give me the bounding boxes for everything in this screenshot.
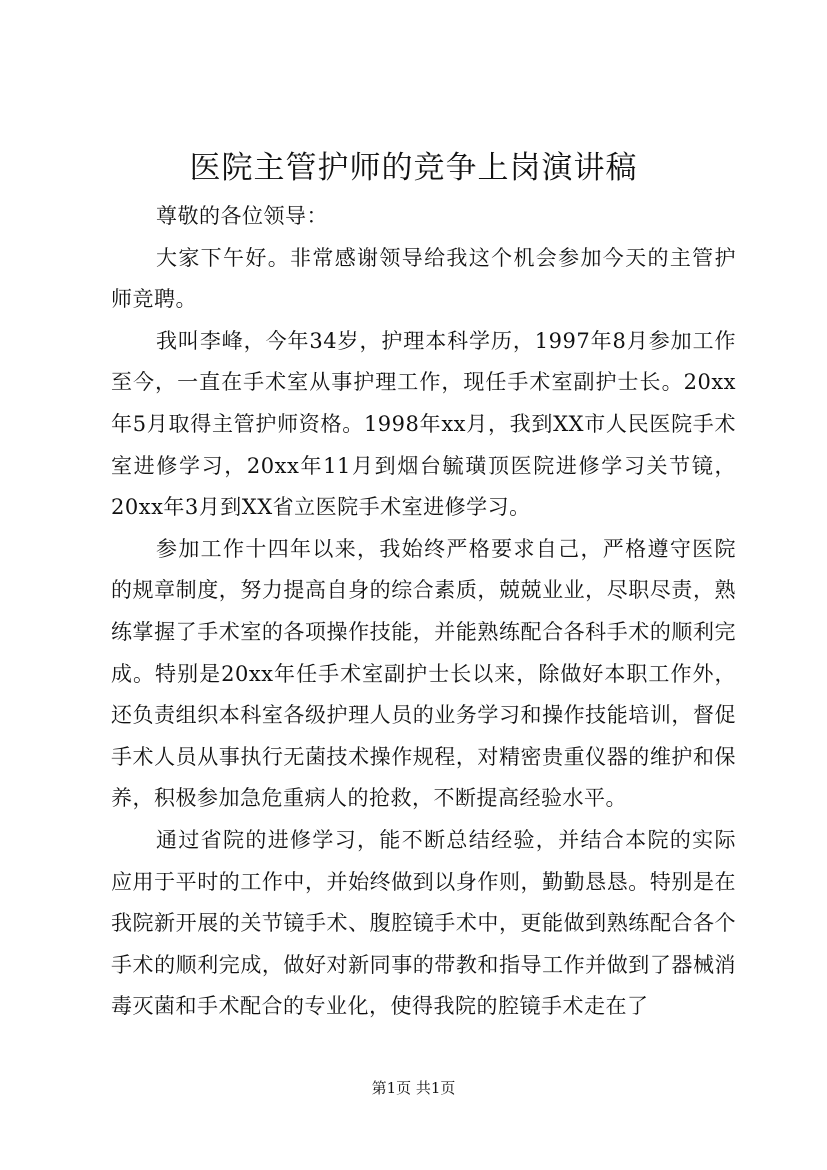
salutation-paragraph: 尊敬的各位领导：: [156, 204, 328, 228]
training-paragraph: 通过省院的进修学习，能不断总结经验，并结合本院的实际应用于平时的工作中，并始终做到以身作则，勤勤恳恳。特别是在我院新开展的关节镜手术、腹腔镜手术中，更能做到熟练配合各个手术的顺利完成，做好对新同事的带教和指导工作并做到了器械消毒灭菌和手术配合的专业化，使得我院的腔镜手术走在了: [111, 827, 736, 1019]
page-footer: 第1页 共1页: [371, 1079, 456, 1097]
experience-paragraph: 参加工作十四年以来，我始终严格要求自己，严格遵守医院的规章制度，努力提高自身的综合素质，兢兢业业，尽职尽责，熟练掌握了手术室的各项操作技能，并能熟练配合各科手术的顺利完成。特别是20xx年任手术室副护士长以来，除做好本职工作外，还负责组织本科室各级护理人员的业务学习和操作技能培训，督促手术人员从事执行无菌技术操作规程，对精密贵重仪器的维护和保养，积极参加急危重病人的抢救，不断提高经验水平。: [111, 536, 736, 811]
document-body: [111, 196, 736, 1028]
introduction-paragraph: 我叫李峰，今年34岁，护理本科学历，1997年8月参加工作至今，一直在手术室从事护理工作，现任手术室副护士长。20xx年5月取得主管护师资格。1998年xx月，我到XX市人民医院手术室进修学习，20xx年11月到烟台毓璜顶医院进修学习关节镜，20xx年3月到XX省立医院手术室进修学习。: [111, 328, 736, 520]
greeting-paragraph: 大家下午好。非常感谢领导给我这个机会参加今天的主管护师竞聘。: [111, 245, 736, 312]
document-title: 医院主管护师的竞争上岗演讲稿: [189, 150, 638, 186]
